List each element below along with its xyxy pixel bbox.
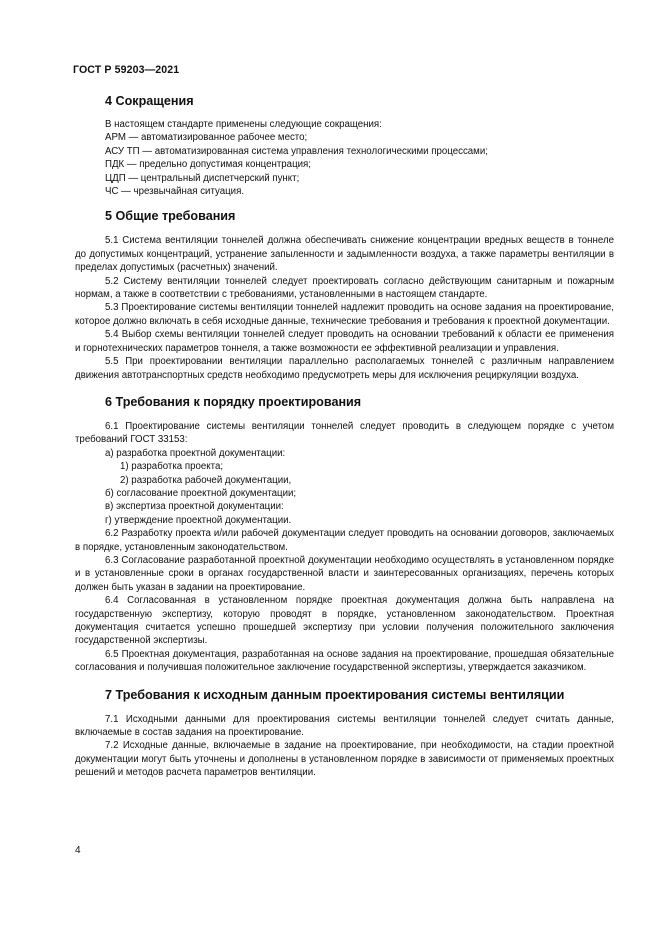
list-item: а) разработка проектной документации: xyxy=(105,447,286,459)
section-6-title: 6 Требования к порядку проектирования xyxy=(105,394,362,409)
clause-5-5: 5.5 При проектировании вентиляции параллельно располагаемых тоннелей с различным направлением движения автотранспортных средств необходимо предусмотреть меры для исключения рециркуляции воздуха. xyxy=(75,356,614,381)
section-7 xyxy=(75,688,614,780)
list-subitem: 2) разработка рабочей документации, xyxy=(120,474,292,486)
section-5-title: 5 Общие требования xyxy=(105,209,236,224)
abbreviation-item: АСУ ТП — автоматизированная система управления технологическими процессами; xyxy=(105,145,488,157)
list-item: б) согласование проектной документации; xyxy=(105,487,297,499)
clause-7-2: 7.2 Исходные данные, включаемые в задание на проектирование, при необходимости, на стадии проектной документации могут быть уточнены и дополнены в установленном порядке в зависимости от применяемых проектных решений и методов расчета параметров вентиляции. xyxy=(75,740,614,779)
clause-6-1: 6.1 Проектирование системы вентиляции тоннелей следует проводить в следующем порядке с учетом требований ГОСТ 33153: xyxy=(75,420,614,446)
abbreviation-item: ПДК — предельно допустимая концентрация; xyxy=(105,159,311,171)
clause-5-4: 5.4 Выбор схемы вентиляции тоннелей следует проводить на основании требований к области ее применения и горнотехнических параметров тоннеля, а также возможности ее эффективной реализации и управления. xyxy=(75,329,614,354)
section-4-title: 4 Сокращения xyxy=(105,94,194,108)
abbreviations-intro: В настоящем стандарте применены следующие сокращения: xyxy=(105,119,382,130)
clause-6-3: 6.3 Согласование разработанной проектной документации необходимо осуществлять в установленном порядке и в установленные сроки в органах государственной власти и заинтересованных организациях, перечень которых должен быть указан в задании на проектирование. xyxy=(75,554,614,593)
page-content xyxy=(75,94,614,792)
list-item: г) утверждение проектной документации. xyxy=(105,514,292,526)
abbreviation-item: АРМ — автоматизированное рабочее место; xyxy=(105,132,308,144)
abbreviation-item: ЧС — чрезвычайная ситуация. xyxy=(105,186,245,198)
clause-5-2: 5.2 Систему вентиляции тоннелей следует проектировать согласно действующим санитарным и пожарным нормам, а также в соответствии с требованиями, установленными в настоящем стандарте. xyxy=(75,275,614,301)
list-subitem: 1) разработка проекта; xyxy=(120,461,224,473)
section-6 xyxy=(75,395,614,675)
clause-6-5: 6.5 Проектная документация, разработанная на основе задания на проектирование, прошедшая обязательные согласования и получившая положительное заключение государственной экспертизы, утверждается заказчиком. xyxy=(75,648,614,674)
document-header: ГОСТ Р 59203—2021 xyxy=(73,64,180,76)
clause-6-2: 6.2 Разработку проекта и/или рабочей документации следует проводить на основании договоров, заключаемых в порядке, установленным законодательством. xyxy=(75,528,614,553)
section-5 xyxy=(75,209,614,381)
section-4 xyxy=(75,94,614,198)
section-7-title: 7 Требования к исходным данным проектирования системы вентиляции xyxy=(105,687,565,702)
design-stages-list xyxy=(75,447,614,527)
clause-7-1: 7.1 Исходными данными для проектирования системы вентиляции тоннелей следует считать данные, включаемые в состав задания на проектирование. xyxy=(75,713,614,739)
abbreviation-item: ЦДП — центральный диспетчерский пункт; xyxy=(105,172,300,184)
clause-5-3: 5.3 Проектирование системы вентиляции тоннелей надлежит проводить на основе задания на проектирование, которое должно включать в себя исходные данные, технические требования и требования к проектной документации. xyxy=(75,302,614,327)
page-number: 4 xyxy=(75,845,81,856)
clause-5-1: 5.1 Система вентиляции тоннелей должна обеспечивать снижение концентрации вредных веществ в тоннеле до допустимых концентраций, устранение запыленности и задымленности воздуха, а также параметры вентиляции в пределах допустимых (расчетных) значений. xyxy=(75,235,614,274)
clause-6-4: 6.4 Согласованная в установленном порядке проектная документация должна быть направлена на государственную экспертизу, которую проводят в порядке, установленном законодательством. Проектная документация считается успешно прошедшей экспертизу при условии получения положительного заключения государственной экспертизы. xyxy=(75,595,614,647)
list-item: в) экспертиза проектной документации: xyxy=(105,501,284,513)
